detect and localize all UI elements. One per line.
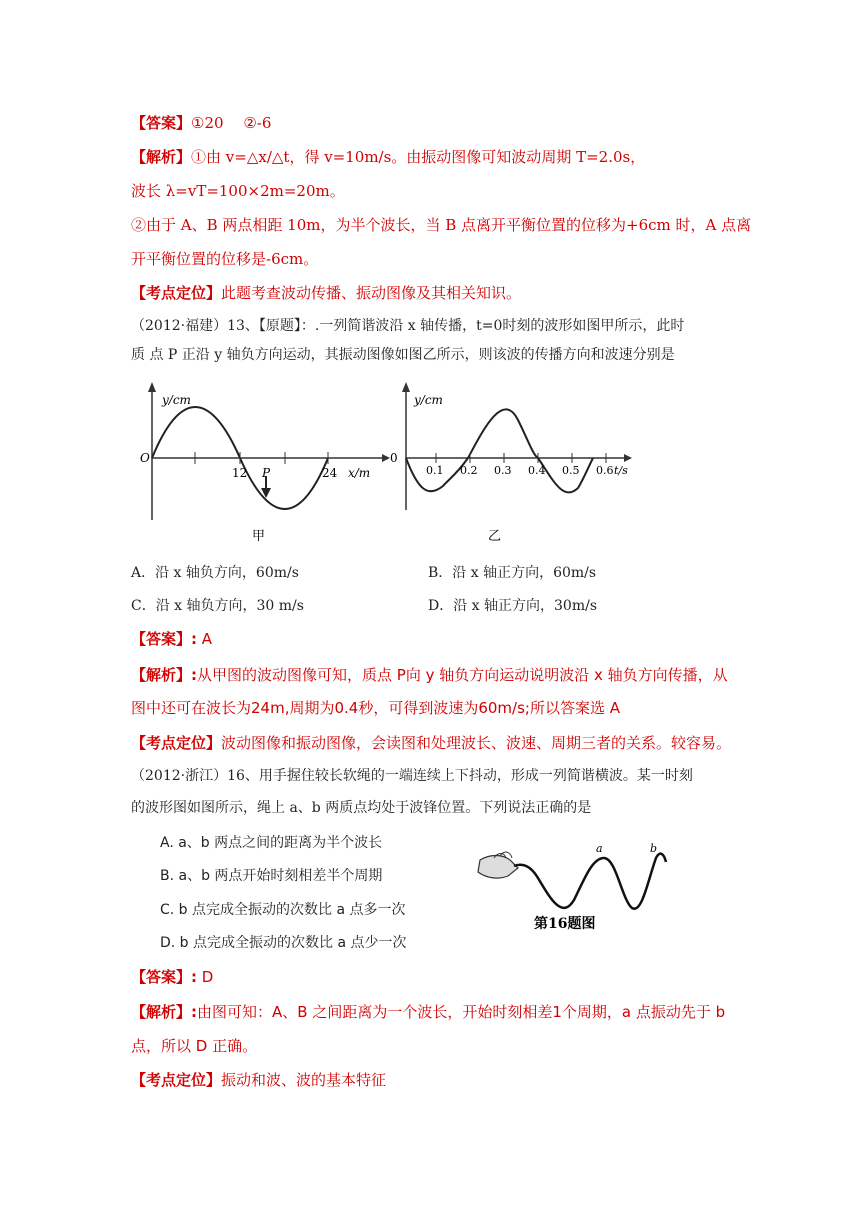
- fig-b-caption: 乙: [488, 529, 502, 544]
- fig-b-tick-3: 0.3: [494, 464, 512, 477]
- fig-a-ylabel: y/cm: [162, 393, 191, 407]
- q3-answer-line: [131, 967, 213, 987]
- figure-label-b: b: [650, 842, 658, 855]
- q3-answer-text: D: [197, 968, 214, 986]
- q1-keypoint-text: 此题考查波动传播、振动图像及其相关知识。: [221, 284, 522, 302]
- figure-wave-graph: [140, 380, 390, 550]
- q3-choice-a: A. a、b 两点之间的距离为半个波长: [160, 835, 383, 851]
- fig-b-tick-6: 0.6: [596, 464, 614, 477]
- q2-answer-line: [131, 629, 212, 649]
- q1-analysis-line-3: ②由于 A、B 两点相距 10m，为半个波长，当 B 点离开平衡位置的位移为+6cm 时，A 点离: [131, 216, 752, 234]
- q3-choice-c: C. b 点完成全振动的次数比 a 点多一次: [160, 902, 406, 918]
- fig-b-tick-5: 0.5: [562, 464, 580, 477]
- fig-a-tick-24: 24: [322, 466, 338, 480]
- q2-option-c: C．沿 x 轴负方向，30 m/s: [131, 598, 304, 614]
- q2-stem-line-1: （2012·福建）13、【原题】：.一列简谐波沿 x 轴传播，t=0时刻的波形如图甲所示，此时: [131, 318, 685, 334]
- q1-answer-label: 【答案】: [131, 114, 192, 132]
- fig-b-tick-4: 0.4: [528, 464, 546, 477]
- q2-analysis-text-1: 从甲图的波动图像可知，质点 P向 y 轴负方向运动说明波沿 x 轴负方向传播，从: [197, 666, 728, 684]
- fig-b-ylabel: y/cm: [414, 393, 443, 407]
- q3-analysis-text-1: 由图可知：A、B 之间距离为一个波长，开始时刻相差1个周期，a 点振动先于 b: [197, 1003, 726, 1021]
- q2-stem-line-2: 质 点 P 正沿 y 轴负方向运动，其振动图像如图乙所示，则该波的传播方向和波速分别是: [131, 347, 675, 363]
- q3-stem-line-2: 的波形图如图所示，绳上 a、b 两质点均处于波锋位置。下列说法正确的是: [131, 800, 592, 816]
- q3-keypoint-line: [131, 1070, 386, 1090]
- q2-analysis-label: 【解析】:: [131, 666, 197, 684]
- q1-keypoint-line: [131, 283, 521, 303]
- q3-analysis-line-2: 点，所以 D 正确。: [131, 1037, 258, 1055]
- figure-label-a: a: [596, 842, 603, 855]
- q1-answer-text: ①20 ②-6: [191, 114, 272, 132]
- fig-b-tick-2: 0.2: [460, 464, 478, 477]
- q3-choice-d: D. b 点完成全振动的次数比 a 点少一次: [160, 935, 407, 951]
- q3-analysis-label: 【解析】:: [131, 1003, 197, 1021]
- q1-analysis-text-1: ①由 v=△x/△t，得 v=10m/s。由振动图像可知波动周期 T=2.0s，: [191, 148, 646, 166]
- q1-keypoint-label: 【考点定位】: [131, 284, 222, 302]
- fig-a-point-p: P: [262, 466, 271, 480]
- fig-a-tick-12: 12: [232, 466, 248, 480]
- q1-analysis-line-4: 开平衡位置的位移是-6cm。: [131, 250, 319, 268]
- figure-vibration-graph: [388, 380, 638, 550]
- fig-b-tick-1: 0.1: [426, 464, 444, 477]
- q2-option-a: A．沿 x 轴负方向，60m/s: [131, 565, 299, 581]
- q2-option-d: D．沿 x 轴正方向，30m/s: [428, 598, 598, 614]
- q2-keypoint-label: 【考点定位】: [131, 734, 222, 752]
- q1-analysis-line-2: 波长 λ=vT=100×2m=20m。: [131, 182, 345, 200]
- q2-keypoint-line: [131, 733, 731, 753]
- q3-choice-b: B. a、b 两点开始时刻相差半个周期: [160, 868, 383, 884]
- q2-analysis-line-2: 图中还可在波长为24m,周期为0.4秒，可得到波速为60m/s;所以答案选 A: [131, 699, 620, 717]
- q1-answer-line: [131, 113, 271, 133]
- q3-keypoint-text: 振动和波、波的基本特征: [221, 1071, 387, 1089]
- figure-rope-wave: [470, 840, 670, 935]
- q2-option-b: B．沿 x 轴正方向，60m/s: [428, 565, 597, 581]
- q2-analysis-line-1: [131, 665, 728, 685]
- q1-analysis-label: 【解析】: [131, 148, 192, 166]
- q2-answer-label: 【答案】:: [131, 630, 197, 648]
- q3-analysis-line-1: [131, 1002, 725, 1022]
- q3-stem-line-1: （2012·浙江）16、用手握住较长软绳的一端连续上下抖动，形成一列简谐横波。某一时刻: [131, 768, 693, 784]
- fig-b-xunit: t/s: [614, 464, 628, 477]
- q1-analysis-line-1: [131, 147, 645, 167]
- fig-a-xunit: x/m: [348, 466, 371, 480]
- fig-b-origin: 0: [390, 451, 398, 465]
- fig-a-origin: O: [140, 451, 150, 465]
- fig-a-caption: 甲: [252, 529, 266, 544]
- q2-answer-text: A: [197, 630, 213, 648]
- q2-keypoint-text: 波动图像和振动图像，会读图和处理波长、波速、周期三者的关系。较容易。: [221, 734, 732, 752]
- q3-answer-label: 【答案】:: [131, 968, 197, 986]
- q3-keypoint-label: 【考点定位】: [131, 1071, 222, 1089]
- figure-caption: 第16题图: [534, 916, 596, 932]
